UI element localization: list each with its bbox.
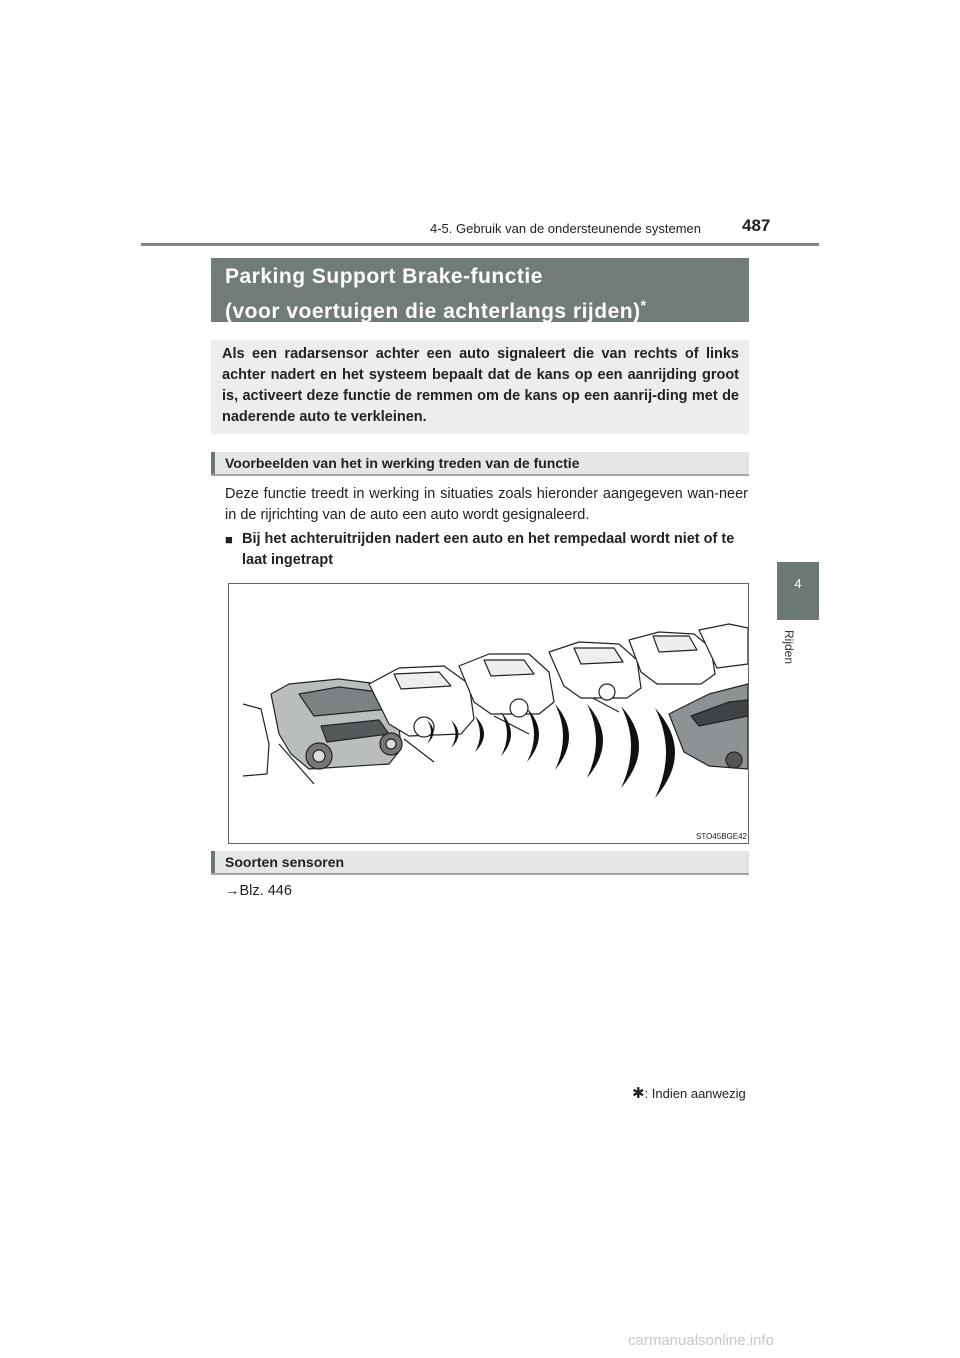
bullet-item: [225, 529, 748, 571]
illustration-svg: [229, 584, 748, 843]
subheading-sensor-types: Soorten sensoren: [211, 851, 749, 875]
page-number: 487: [742, 216, 771, 235]
chapter-tab: [777, 562, 819, 620]
chapter-label: Rijden: [782, 630, 796, 665]
title-line-1: Parking Support Brake-functie: [225, 265, 543, 288]
title-line-2-text: (voor voertuigen die achterlangs rijden): [225, 300, 641, 323]
title-line-2: [225, 291, 749, 326]
header-section-title: 4-5. Gebruik van de ondersteunende systemen: [430, 221, 702, 236]
subheading-examples: Voorbeelden van het in werking treden van de functie: [211, 452, 749, 476]
footnote-asterisk-icon: ✱: [632, 1085, 645, 1102]
intro-box: Als een radarsensor achter een auto signaleert die van rechts of links achter nadert en het systeem bepaalt dat de kans op een aanrijding groot is, activeert deze functie de remmen om de kans op een aanrij-ding met de naderende auto te verkleinen.: [211, 340, 749, 434]
header-divider: [141, 243, 819, 246]
body-paragraph: Deze functie treedt in werking in situaties zoals hieronder aangegeven wan-neer in de rijrichting van de auto een auto wordt gesignaleerd.: [225, 486, 748, 523]
page-reference-link[interactable]: →Blz. 446: [225, 883, 292, 899]
figure-code: STO45BGE42: [696, 832, 747, 841]
chapter-number: 4: [794, 576, 802, 591]
title-marker: *: [640, 297, 647, 313]
section-title-bar: [211, 258, 749, 322]
footnote-text: : Indien aanwezig: [644, 1086, 746, 1101]
watermark: carmanualsonline.info: [628, 1332, 774, 1349]
bullet-marker: ■: [225, 532, 233, 547]
illustration-parking-lot: [228, 583, 749, 844]
footnote: [632, 1084, 746, 1102]
bullet-text: Bij het achteruitrijden nadert een auto en het rempedaal wordt niet of te laat ingetrapt: [242, 531, 735, 568]
